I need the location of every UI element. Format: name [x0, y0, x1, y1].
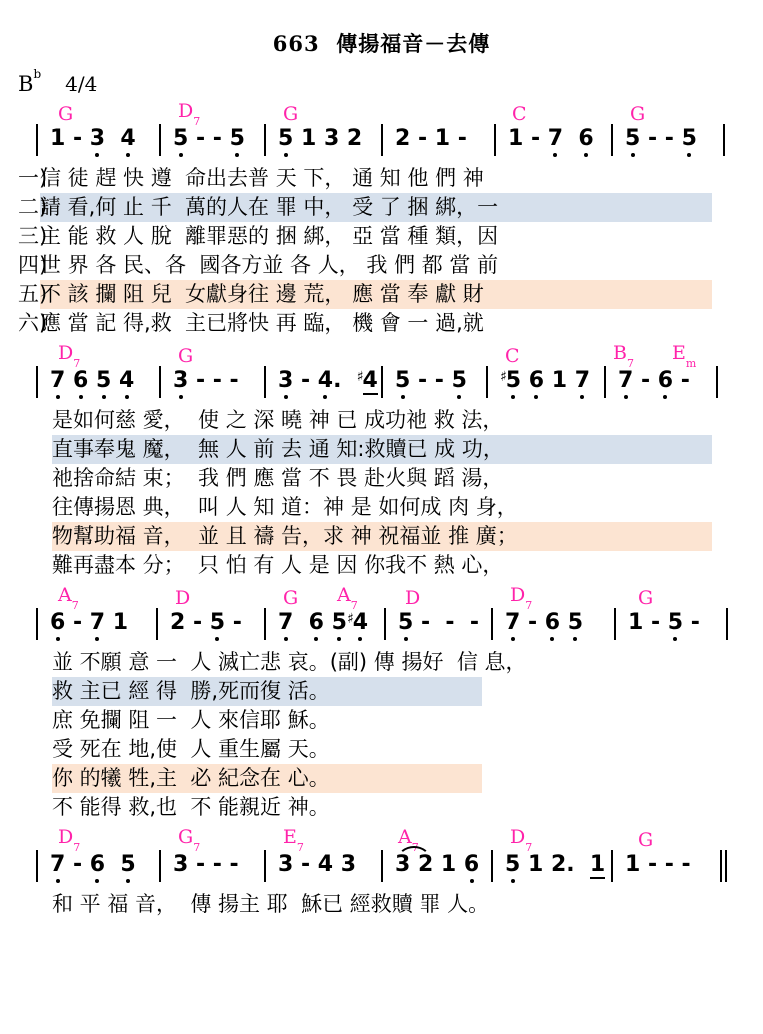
verse-number: 二) [18, 195, 48, 219]
measure-notes: 7 - 6 5 [505, 610, 584, 635]
barline [264, 124, 266, 156]
barline [611, 124, 613, 156]
chord-symbol: D [175, 587, 191, 609]
barline [604, 366, 606, 398]
chord-symbol: $D_7$ [510, 826, 533, 854]
notation-line [0, 124, 763, 164]
barline [159, 850, 161, 882]
verse-number: 五) [18, 282, 48, 306]
barline [36, 124, 38, 156]
chord-line [0, 584, 763, 612]
lyric-text: 往傳揚恩 典， 叫 人 知 道：神 是 如何成 肉 身， [52, 495, 518, 519]
verse-number: 四) [18, 253, 48, 277]
measure-notes: 7 - 6 - [618, 368, 690, 393]
barline [486, 366, 488, 398]
lyrics-block [0, 890, 763, 919]
measure-notes: 1 - 3 4 [50, 126, 136, 151]
barline [36, 850, 38, 882]
barline [264, 366, 266, 398]
measure-notes: 5 - - 5 [625, 126, 697, 151]
measure-notes: 3 - 4. ♯4 [278, 368, 378, 393]
lyric-text: 不 能得 救,也 不 能親近 神。 [52, 795, 330, 819]
chord-symbol: G [638, 829, 654, 851]
lyric-text: 難再盡本 分； 只 怕 有 人 是 因 你我不 熱 心， [52, 553, 504, 577]
lyric-text: 信 徒 趕 快 遵 命出去普 天 下， 通 知 他 們 神 [40, 166, 484, 190]
chord-symbol: $D_7$ [58, 342, 81, 370]
chord-symbol: $D_7$ [58, 826, 81, 854]
notation-line [0, 608, 763, 648]
key-signature: $B^b$ [18, 67, 42, 96]
measure-notes: 3 - - - [173, 368, 239, 393]
lyric-row [0, 551, 763, 580]
chord-line [0, 100, 763, 128]
barline [381, 850, 383, 882]
barline [384, 608, 386, 640]
barline [726, 608, 728, 640]
measure-notes: 5 1 2. 1 [505, 852, 606, 877]
chord-symbol: $G_7$ [178, 826, 201, 854]
lyric-text: 主 能 救 人 脫 離罪惡的 捆 綁， 亞 當 種 類，因 [40, 224, 499, 248]
chord-symbol: $E_m$ [672, 342, 697, 370]
lyric-text: 救 主已 經 得 勝,死而復 活。 [52, 679, 330, 703]
measure-notes: 6 - 7 1 [50, 610, 129, 635]
time-signature: 4/4 [65, 72, 98, 96]
system-1 [0, 100, 763, 338]
barline [723, 124, 725, 156]
barline [491, 850, 493, 882]
chord-symbol: $A_7$ [58, 584, 79, 612]
measure-notes: 1 - 7 6 [508, 126, 594, 151]
lyric-text: 你 的犧 牲,主 必 紀念在 心。 [52, 766, 330, 790]
chord-symbol: C [512, 103, 527, 125]
barline [36, 366, 38, 398]
measure-notes: 7 - 6 5 [50, 852, 136, 877]
lyric-text: 祂捨命結 束； 我 們 應 當 不 畏 赴火與 蹈 湯， [52, 466, 504, 490]
lyric-row [0, 222, 763, 251]
measure-notes: 1 - 5 - [628, 610, 700, 635]
barline [159, 366, 161, 398]
measure-notes: 3 - 4 3 [278, 852, 357, 877]
lyric-text: 是如何慈 愛， 使 之 深 曉 神 已 成功祂 救 法， [52, 408, 504, 432]
chord-line [0, 342, 763, 370]
measure-notes: 5 - - 5 [395, 368, 467, 393]
lyric-row [0, 890, 763, 919]
chord-symbol: $A_7$ [398, 826, 419, 854]
chord-symbol: $D_7$ [510, 584, 533, 612]
measure-notes: 3 - - - [173, 852, 239, 877]
lyrics-block [0, 164, 763, 338]
lyric-row [0, 764, 763, 793]
verse-number: 三) [18, 224, 48, 248]
chord-symbol: G [630, 103, 646, 125]
barline [381, 124, 383, 156]
page-title: 663 傳揚福音－去傳 [272, 31, 491, 56]
lyric-text: 並 不願 意 一 人 滅亡悲 哀。(副) 傳 揚好 信 息， [52, 650, 527, 674]
chord-symbol: G [283, 587, 299, 609]
measure-notes: 1 - - - [625, 852, 691, 877]
barline [614, 608, 616, 640]
measure-notes: 7 6 5 4 [50, 368, 135, 393]
lyric-text: 受 死在 地,使 人 重生屬 天。 [52, 737, 330, 761]
measure-notes: 3 2 1 6 [395, 852, 480, 877]
lyric-row [0, 706, 763, 735]
lyric-row [0, 522, 763, 551]
chord-symbol: C [505, 345, 520, 367]
barline [36, 608, 38, 640]
barline [156, 608, 158, 640]
lyric-row [0, 464, 763, 493]
barline [491, 608, 493, 640]
barline [159, 124, 161, 156]
barline [264, 850, 266, 882]
barline [494, 124, 496, 156]
measure-notes: 2 - 1 - [395, 126, 467, 151]
lyric-row [0, 406, 763, 435]
measure-notes: ♯5 6 1 7 [500, 368, 591, 393]
lyric-text: 直事奉鬼 魔， 無 人 前 去 通 知:救贖已 成 功， [52, 437, 504, 461]
measure-notes: 5 - - - [398, 610, 480, 635]
chord-symbol: D [405, 587, 421, 609]
lyrics-block [0, 406, 763, 580]
key-signature-row [0, 67, 763, 96]
barline [716, 366, 718, 398]
music-systems [0, 100, 763, 919]
chord-symbol: G [178, 345, 194, 367]
lyric-text: 和 平 福 音， 傳 揚主 耶 穌已 經救贖 罪 人。 [52, 892, 490, 916]
measure-notes: 5 1 3 2 [278, 126, 363, 151]
lyric-row [0, 164, 763, 193]
measure-notes: 7 6 5♯4 [278, 610, 369, 635]
verse-number: 六) [18, 311, 48, 335]
lyric-row [0, 648, 763, 677]
notation-line [0, 366, 763, 406]
lyric-row [0, 793, 763, 822]
lyric-text: 應 當 記 得,救 主已將快 再 臨， 機 會 一 過,就 [40, 311, 484, 335]
lyric-row [0, 280, 763, 309]
lyric-text: 庶 免攔 阻 一 人 來信耶 穌。 [52, 708, 330, 732]
chord-line [0, 826, 763, 854]
lyric-row [0, 677, 763, 706]
lyric-row [0, 309, 763, 338]
lyric-row [0, 251, 763, 280]
verse-number: 一) [18, 166, 48, 190]
chord-symbol: $A_7$ [337, 584, 358, 612]
system-2 [0, 342, 763, 580]
barline [264, 608, 266, 640]
system-3 [0, 584, 763, 822]
chord-symbol: G [283, 103, 299, 125]
barline [381, 366, 383, 398]
system-4 [0, 826, 763, 919]
lyric-text: 請 看,何 止 千 萬的人在 罪 中， 受 了 捆 綁，一 [40, 195, 499, 219]
notation-line [0, 850, 763, 890]
measure-notes: 5 - - 5 [173, 126, 245, 151]
lyric-text: 世 界 各 民、各 國各方並 各 人， 我 們 都 當 前 [40, 253, 499, 277]
lyric-row [0, 193, 763, 222]
lyric-row [0, 735, 763, 764]
lyric-row [0, 493, 763, 522]
lyrics-block [0, 648, 763, 822]
measure-notes: 2 - 5 - [170, 610, 242, 635]
chord-symbol: $D_7$ [178, 100, 201, 128]
lyric-row [0, 435, 763, 464]
chord-symbol: $B_7$ [613, 342, 634, 370]
lyric-text: 不 該 攔 阻 兒 女獻身往 邊 荒， 應 當 奉 獻 財 [40, 282, 484, 306]
chord-symbol: G [638, 587, 654, 609]
barline [611, 850, 613, 882]
chord-symbol: $E_7$ [283, 826, 304, 854]
lyric-text: 物幫助福 音， 並 且 禱 告，求 神 祝福並 推 廣； [52, 524, 518, 548]
chord-symbol: G [58, 103, 74, 125]
